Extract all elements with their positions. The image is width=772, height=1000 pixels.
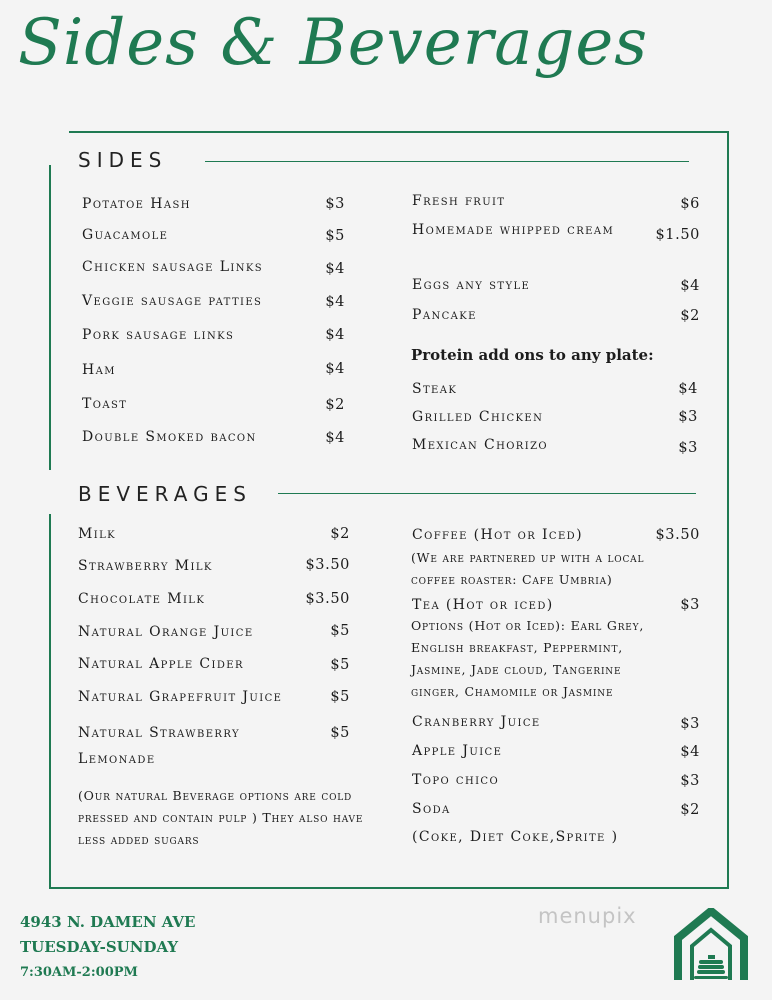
list-item: Toast — [82, 396, 128, 412]
item-price: $2 — [680, 308, 700, 324]
list-item: Natural Strawberry Lemonade — [78, 725, 240, 767]
list-item: Double Smoked bacon — [82, 429, 257, 445]
item-price: $3.50 — [305, 557, 350, 573]
item-price: $5 — [330, 725, 350, 741]
list-item: Pancake — [412, 307, 477, 323]
sides-rule — [205, 161, 689, 162]
item-price: $4 — [325, 294, 345, 310]
list-item: Strawberry Milk — [78, 558, 213, 574]
list-item: Apple Juice — [412, 743, 503, 759]
item-price: $4 — [680, 278, 700, 294]
list-item: Cranberry Juice — [412, 714, 541, 730]
list-item: Natural Grapefruit Juice — [78, 689, 283, 705]
house-pancake-logo — [668, 908, 768, 988]
coffee-note: (We are partnered up with a local coffee roaster: Cafe Umbria) — [411, 550, 645, 587]
list-item: Guacamole — [82, 227, 169, 243]
item-price: $3.50 — [655, 527, 700, 543]
item-price: $3 — [678, 409, 698, 425]
list-item: Soda — [412, 801, 451, 817]
list-item: Chicken sausage Links — [82, 259, 264, 275]
frame-gap-middle — [45, 470, 69, 514]
opening-days: TUESDAY-SUNDAY — [20, 938, 179, 956]
item-price: $6 — [680, 196, 700, 212]
watermark: menupix — [538, 904, 637, 928]
item-price: $2 — [330, 526, 350, 542]
list-item: Eggs any style — [412, 277, 531, 293]
address: 4943 N. DAMEN AVE — [20, 913, 196, 931]
list-item: Steak — [412, 381, 458, 397]
item-price: $2 — [325, 397, 345, 413]
beverages-note: (Our natural Beverage options are cold pressed and contain pulp ) They also have less added sugars — [78, 788, 364, 847]
list-item: Pork sausage links — [82, 327, 235, 343]
item-price: $3 — [325, 196, 345, 212]
item-price: $5 — [330, 689, 350, 705]
frame-gap-top — [45, 129, 69, 165]
item-price: $3 — [678, 440, 698, 456]
list-item: Grilled Chicken — [412, 409, 544, 425]
list-item: Fresh fruit — [412, 193, 506, 209]
opening-hours: 7:30AM-2:00PM — [20, 965, 138, 980]
list-item: Coffee (Hot or Iced) — [412, 527, 583, 543]
list-item: Chocolate Milk — [78, 591, 206, 607]
item-price: $5 — [325, 228, 345, 244]
sides-heading: SIDES — [74, 146, 171, 174]
footer-info — [20, 910, 195, 985]
list-item: Natural Orange Juice — [78, 624, 254, 640]
item-price: $4 — [678, 381, 698, 397]
list-item: Mexican Chorizo — [412, 437, 549, 453]
list-item: Ham — [82, 362, 116, 378]
item-price: $4 — [325, 261, 345, 277]
item-price: $4 — [325, 430, 345, 446]
list-item: Milk — [78, 526, 116, 542]
item-price: $3 — [680, 597, 700, 613]
list-item: Topo chico — [412, 772, 500, 788]
item-price: $4 — [325, 361, 345, 377]
item-price: $5 — [330, 657, 350, 673]
item-price: $5 — [330, 623, 350, 639]
protein-heading: Protein add ons to any plate: — [411, 346, 654, 364]
beverages-rule — [278, 493, 696, 494]
item-price: $4 — [325, 327, 345, 343]
item-price: $4 — [680, 744, 700, 760]
list-item: Potatoe Hash — [82, 196, 191, 212]
item-price: $3 — [680, 773, 700, 789]
soda-note: (Coke, Diet Coke,Sprite ) — [412, 829, 619, 845]
list-item: Homemade whipped cream — [412, 222, 615, 238]
list-item: Veggie sausage patties — [82, 293, 263, 309]
item-price: $2 — [680, 802, 700, 818]
tea-note: Options (Hot or Iced): Earl Grey, English breakfast, Peppermint, Jasmine, Jade cloud, Tangerine ginger, Chamomile or Jasmine — [411, 618, 645, 699]
item-price: $3.50 — [305, 591, 350, 607]
beverages-heading: BEVERAGES — [74, 480, 256, 508]
item-price: $1.50 — [655, 227, 700, 243]
list-item: Natural Apple Cider — [78, 656, 244, 672]
page-title: Sides & Beverages — [18, 6, 649, 80]
item-price: $3 — [680, 716, 700, 732]
list-item: Tea (Hot or iced) — [412, 597, 554, 613]
